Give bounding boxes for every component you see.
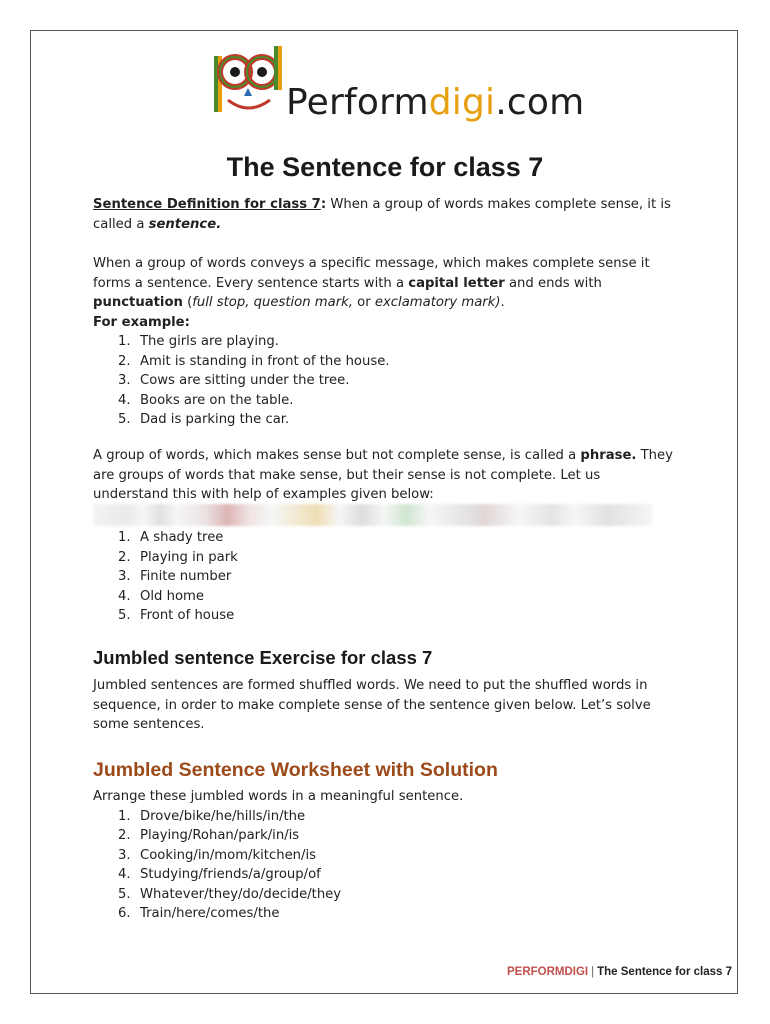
list-item: 4. Old home (118, 588, 204, 604)
phrase-paragraph (93, 446, 678, 505)
brand-name (286, 82, 584, 123)
para1-italic-2: exclamatory mark) (374, 295, 501, 310)
list-item: 2. Amit is standing in front of the house. (118, 353, 390, 369)
sentence-paragraph (93, 254, 678, 430)
para1-bold-capital: capital letter (408, 275, 505, 291)
list-item: 2. Playing in park (118, 549, 238, 565)
brand-name-part2: digi (428, 82, 496, 123)
definition-term: sentence. (148, 216, 222, 232)
worksheet-instruction: Arrange these jumbled words in a meaningful sentence. (93, 789, 464, 804)
para1-text-1: When a group of words conveys a specific message, which makes complete sense it forms a sentence. Every sentence starts with a (93, 256, 650, 291)
page-footer (507, 966, 732, 978)
list-item: 1. Drove/bike/he/hills/in/the (118, 808, 306, 824)
section-heading-jumbled-exercise: Jumbled sentence Exercise for class 7 (93, 647, 433, 668)
footer-separator: | (591, 966, 595, 978)
para1-text-5: . (500, 295, 505, 310)
list-item: 4. Studying/friends/a/group/of (118, 867, 321, 882)
blurred-image-strip (93, 504, 653, 526)
definition-text: When a group of words makes complete sense, it is called a (93, 197, 671, 232)
sentence-example-list (93, 332, 678, 430)
para1-italic-1: full stop, question mark, (192, 295, 353, 310)
list-item: 1. A shady tree (118, 530, 224, 545)
phrase-example-list (93, 528, 678, 626)
list-item: 1. The girls are playing. (118, 334, 279, 349)
brand-name-part1: Perform (286, 82, 429, 123)
para2-bold-phrase: phrase. (580, 448, 637, 463)
list-item: 5. Dad is parking the car. (118, 412, 290, 427)
performdigi-logo (208, 44, 608, 134)
jumbled-word-list (93, 807, 678, 924)
list-item: 5. Whatever/they/do/decide/they (118, 886, 342, 902)
list-item: 3. Finite number (118, 569, 232, 584)
example-label: For example: (93, 314, 190, 330)
para1-text-2: and ends with (504, 275, 602, 291)
definition-colon: : (320, 197, 327, 212)
list-item: 4. Books are on the table. (118, 392, 294, 408)
para1-text-3: ( (182, 295, 193, 310)
list-item: 3. Cows are sitting under the tree. (118, 373, 350, 388)
para2-text-1: A group of words, which makes sense but not complete sense, is called a (93, 448, 581, 463)
list-item: 2. Playing/Rohan/park/in/is (118, 828, 300, 843)
brand-name-part3: .com (495, 82, 585, 123)
para1-bold-punctuation: punctuation (93, 295, 183, 310)
para1-text-4: or (352, 295, 375, 310)
page-title: The Sentence for class 7 (226, 152, 544, 182)
jumbled-intro-text: Jumbled sentences are formed shuffled words. We need to put the shuffled words in sequence, in order to make complete sense of the sentence given below. Let’s solve some sentences. (93, 678, 651, 732)
para2-text-2: They are groups of words that make sense, but their sense is not complete. Let us understand this with help of examples given below: (93, 448, 673, 502)
phrase-example-block (93, 528, 678, 626)
list-item: 3. Cooking/in/mom/kitchen/is (118, 847, 317, 863)
list-item: 6. Train/here/comes/the (118, 906, 280, 921)
footer-brand: PERFORMDIGI (506, 966, 589, 978)
footer-title: The Sentence for class 7 (597, 966, 732, 978)
definition-label: Sentence Definition for class 7 (93, 197, 321, 212)
pd-logo-icon (208, 44, 288, 120)
list-item: 5. Front of house (118, 608, 235, 623)
worksheet-block (93, 787, 678, 924)
definition-paragraph (93, 195, 678, 234)
jumbled-intro-paragraph (93, 676, 678, 735)
section-heading-worksheet: Jumbled Sentence Worksheet with Solution (93, 759, 498, 781)
